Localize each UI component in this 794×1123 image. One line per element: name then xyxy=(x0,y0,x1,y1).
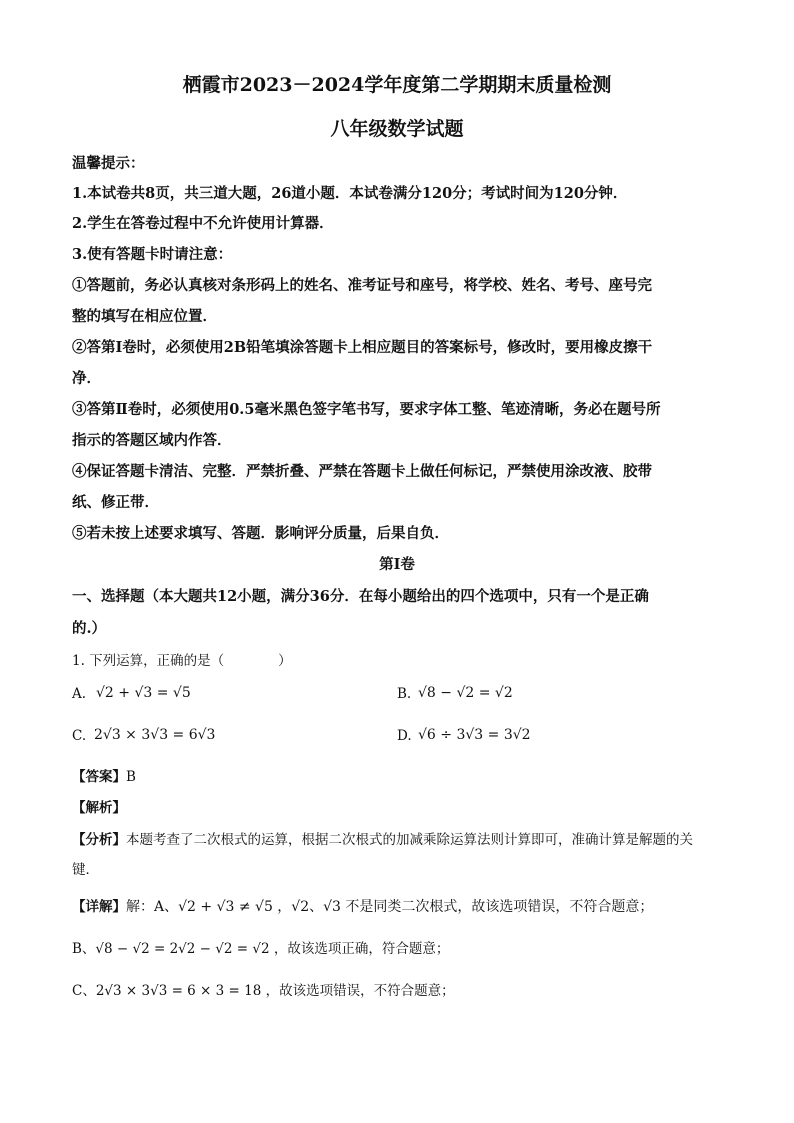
option-c-label: C. xyxy=(72,728,87,744)
notice-sub-4-line-1: ④保证答题卡清洁、完整．严禁折叠、严禁在答题卡上做任何标记，严禁使用涂改液、胶带 xyxy=(72,463,652,480)
option-b-label: B. xyxy=(397,686,412,702)
part-1-heading-line-1: 一、选择题（本大题共12小题，满分36分．在每小题给出的四个选项中，只有一个是正确 xyxy=(72,588,649,605)
notice-sub-3-line-1: ③答第Ⅱ卷时，必须使用0.5毫米黑色签字笔书写，要求字体工整、笔迹清晰，务必在题号所 xyxy=(72,401,661,418)
notice-sub-2-line-2: 净． xyxy=(72,370,101,387)
notice-sub-5: ⑤若未按上述要求填写、答题．影响评分质量，后果自负． xyxy=(72,525,449,542)
answer-tag: 【答案】 xyxy=(72,769,126,785)
exam-title: 栖霞市2023－2024学年度第二学期期末质量检测 xyxy=(182,74,612,96)
option-b-formula: √8 − √2 = √2 xyxy=(418,685,513,701)
detail-line-a xyxy=(72,895,653,916)
analysis-line-1 xyxy=(72,828,693,848)
analysis-tag: 【解析】 xyxy=(72,800,126,816)
answer-line xyxy=(72,765,136,785)
option-d-formula: √6 ÷ 3√3 = 3√2 xyxy=(418,727,531,743)
notice-sub-1-line-2: 整的填写在相应位置． xyxy=(72,308,217,325)
option-a-formula: √2 + √3 = √5 xyxy=(96,685,191,701)
option-c-formula: 2√3 × 3√3 = 6√3 xyxy=(94,727,216,743)
detail-line-b: B、√8 − √2 = 2√2 − √2 = √2 ，故该选项正确，符合题意； xyxy=(72,941,450,957)
part-1-heading-line-2: 的.） xyxy=(72,620,107,637)
detail-a-text: 解：A、√2 + √3 ≠ √5 ，√2、√3 不是同类二次根式，故该选项错误，不符合题意； xyxy=(126,899,654,915)
notice-item-3: 3.使有答题卡时请注意： xyxy=(72,246,233,263)
volume-label: 第Ⅰ卷 xyxy=(379,556,415,573)
detail-tag: 【详解】 xyxy=(72,899,126,915)
notice-item-1: 1.本试卷共8页，共三道大题，26道小题．本试卷满分120分；考试时间为120分钟． xyxy=(72,185,628,202)
question-1-stem: 1. 下列运算，正确的是（ ） xyxy=(72,653,292,669)
option-a-label: A. xyxy=(72,686,87,702)
notice-sub-4-line-2: 纸、修正带． xyxy=(72,494,159,511)
notice-item-2: 2.学生在答卷过程中不允许使用计算器． xyxy=(72,215,334,232)
notice-heading: 温馨提示： xyxy=(72,155,145,172)
answer-value: B xyxy=(126,769,136,785)
analysis-line-2: 键． xyxy=(72,862,99,878)
analysis-tag-line xyxy=(72,796,126,816)
notice-sub-2-line-1: ②答第Ⅰ卷时，必须使用2B铅笔填涂答题卡上相应题目的答案标号，修改时，要用橡皮擦干 xyxy=(72,339,653,356)
analysis-text-1: 本题考查了二次根式的运算，根据二次根式的加减乘除运算法则计算即可，准确计算是解题的关 xyxy=(126,832,693,848)
notice-sub-1-line-1: ①答题前，务必认真核对条形码上的姓名、准考证号和座号，将学校、姓名、考号、座号完 xyxy=(72,277,652,294)
detail-line-c: C、2√3 × 3√3 = 6 × 3 = 18 ，故该选项错误，不符合题意； xyxy=(72,983,455,999)
analysis-sub-tag: 【分析】 xyxy=(72,832,126,848)
notice-sub-3-line-2: 指示的答题区域内作答． xyxy=(72,432,232,449)
exam-subtitle: 八年级数学试题 xyxy=(330,118,464,140)
option-d-label: D. xyxy=(397,728,412,744)
